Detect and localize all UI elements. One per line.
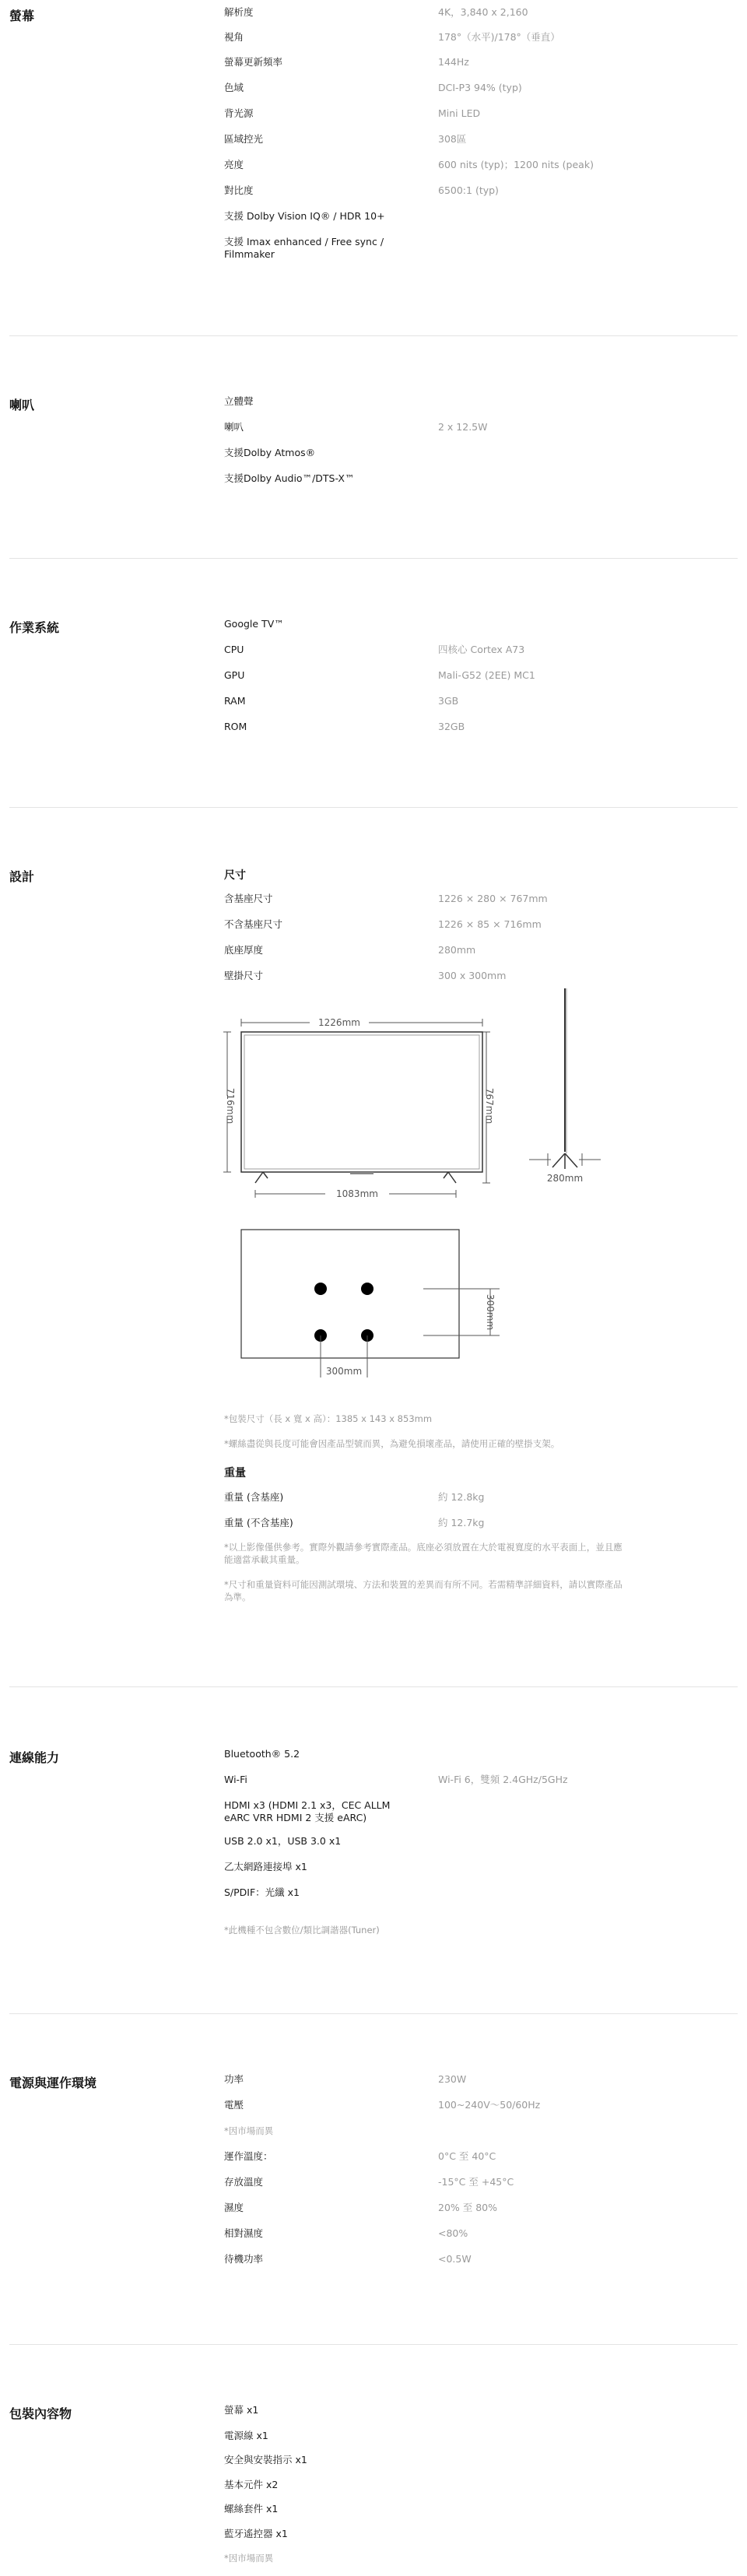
spec-value: 3GB <box>438 695 459 707</box>
spec-key: HDMI x3 (HDMI 2.1 x3，CEC ALLM eARC VRR HDMI 2 支援 eARC) <box>224 1799 391 1823</box>
tv-rear-vesa-diagram <box>218 1222 529 1401</box>
section-title: 包裝內容物 <box>9 2406 72 2421</box>
spec-key: 背光源 <box>224 107 254 119</box>
vesa-h-label: 300mm <box>325 1366 363 1377</box>
spec-key: USB 2.0 x1，USB 3.0 x1 <box>224 1835 342 1847</box>
spec-key: Wi-Fi <box>224 1774 247 1785</box>
spec-value: 1226 × 280 × 767mm <box>438 893 548 904</box>
section-connectivity <box>0 1743 747 2016</box>
spec-value: 6500:1 (typ) <box>438 184 499 196</box>
section-power <box>0 2070 747 2346</box>
stand-span-label: 1083mm <box>336 1188 378 1199</box>
spec-value: 20% 至 80% <box>438 2202 498 2213</box>
spec-value: <80% <box>438 2227 468 2239</box>
spec-value: DCI-P3 94% (typ) <box>438 82 522 93</box>
spec-key: S/PDIF：光纖 x1 <box>224 1886 300 1898</box>
spec-key: 喇叭 <box>224 421 244 433</box>
tuner-note: *此機種不包含數位/類比調諧器(Tuner) <box>224 1925 380 1936</box>
spec-key: 色域 <box>224 82 244 93</box>
section-divider <box>9 807 738 808</box>
spec-value: Mini LED <box>438 107 481 119</box>
depth-label: 280mm <box>546 1173 584 1184</box>
spec-value: 144Hz <box>438 56 469 68</box>
package-item: 螢幕 x1 <box>224 2404 259 2416</box>
package-size-note: *包裝尺寸（長 x 寬 x 高）：1385 x 143 x 853mm <box>224 1413 433 1424</box>
spec-value: 1226 × 85 × 716mm <box>438 918 542 930</box>
spec-value: Mali-G52 (2EE) MC1 <box>438 669 535 681</box>
spec-key: 濕度 <box>224 2202 244 2213</box>
screw-note: *螺絲盡從與長度可能會因產品型號而異，為避免損壞產品，請使用正確的壁掛支架。 <box>224 1438 560 1449</box>
spec-key: 支援 Dolby Vision IQ® / HDR 10+ <box>224 210 385 222</box>
spec-key: 支援Dolby Audio™/DTS-X™ <box>224 472 355 484</box>
spec-key: 相對濕度 <box>224 2227 264 2239</box>
spec-key: 含基座尺寸 <box>224 893 273 904</box>
width-label: 1226mm <box>318 1017 360 1028</box>
spec-value: <0.5W <box>438 2253 472 2265</box>
spec-key: 待機功率 <box>224 2253 264 2265</box>
section-title: 連線能力 <box>9 1750 60 1765</box>
spec-key: 對比度 <box>224 184 254 196</box>
spec-key: ROM <box>224 721 247 732</box>
section-title: 螢幕 <box>9 9 35 23</box>
package-item: 安全與安裝指示 x1 <box>224 2454 307 2465</box>
section-divider <box>9 335 738 336</box>
spec-value: 300 x 300mm <box>438 970 507 981</box>
weight-heading: 重量 <box>224 1467 246 1479</box>
spec-key: RAM <box>224 695 246 707</box>
spec-key: 壁掛尺寸 <box>224 970 264 981</box>
spec-key: Bluetooth® 5.2 <box>224 1748 300 1760</box>
spec-key: 重量 (含基座) <box>224 1491 284 1503</box>
spec-key: 支援 Imax enhanced / Free sync / Filmmaker <box>224 236 384 260</box>
section-design <box>0 864 747 1689</box>
spec-value: 0°C 至 40°C <box>438 2150 496 2162</box>
section-speaker <box>0 389 747 560</box>
spec-key: 立體聲 <box>224 395 254 407</box>
spec-key: 亮度 <box>224 159 244 170</box>
spec-key: GPU <box>224 669 245 681</box>
spec-key: 運作溫度： <box>224 2150 273 2162</box>
spec-key: 重量 (不含基座) <box>224 1517 293 1528</box>
spec-value: 308區 <box>438 133 467 145</box>
spec-value: Wi-Fi 6，雙頻 2.4GHz/5GHz <box>438 1774 568 1785</box>
spec-key: Google TV™ <box>224 618 284 630</box>
spec-key: 不含基座尺寸 <box>224 918 283 930</box>
spec-key: 電壓 <box>224 2099 244 2111</box>
section-package <box>0 2401 747 2576</box>
height-label: 716mm <box>225 1087 236 1125</box>
section-title: 電源與運作環境 <box>9 2076 97 2090</box>
spec-value: 600 nits (typ)；1200 nits (peak) <box>438 159 594 170</box>
spec-value: 4K，3,840 x 2,160 <box>438 6 528 18</box>
section-divider <box>9 2013 738 2014</box>
spec-value: 2 x 12.5W <box>438 421 488 433</box>
spec-value: 280mm <box>438 944 476 956</box>
spec-key: 支援Dolby Atmos® <box>224 447 316 458</box>
spec-value: 四核心 Cortex A73 <box>438 644 525 655</box>
spec-key: CPU <box>224 644 244 655</box>
spec-key: 螢幕更新頻率 <box>224 56 283 68</box>
spec-value: -15°C 至 +45°C <box>438 2176 514 2188</box>
tv-side-diagram <box>521 981 607 1206</box>
market-note: *因市場而異 <box>224 2125 274 2136</box>
spec-value: 178°（水平)/178°（垂直） <box>438 31 560 43</box>
spec-key: 乙太網路連接埠 x1 <box>224 1861 307 1872</box>
section-title: 喇叭 <box>9 398 35 412</box>
section-title: 設計 <box>9 869 35 884</box>
tv-front-diagram <box>218 1012 506 1206</box>
total-height-label: 767mm <box>484 1087 495 1125</box>
section-display <box>0 0 747 327</box>
package-item: 藍牙遙控器 x1 <box>224 2528 288 2539</box>
section-divider <box>9 1686 738 1687</box>
size-heading: 尺寸 <box>224 869 246 882</box>
spec-key: 存放溫度 <box>224 2176 264 2188</box>
spec-value: 32GB <box>438 721 465 732</box>
market-note: *因市場而異 <box>224 2553 274 2564</box>
spec-key: 解析度 <box>224 6 254 18</box>
spec-value: 約 12.7kg <box>438 1517 485 1528</box>
package-item: 基本元件 x2 <box>224 2479 279 2490</box>
spec-key: 功率 <box>224 2073 244 2085</box>
spec-key: 底座厚度 <box>224 944 264 956</box>
section-os <box>0 615 747 809</box>
package-item: 螺絲套件 x1 <box>224 2503 279 2515</box>
image-note: *以上影像僅供參考。實際外觀請參考實際產品。底座必須放置在大於電視寬度的水平表面上，並且應能適當承載其重量。 <box>224 1542 622 1565</box>
section-divider <box>9 2344 738 2345</box>
section-divider <box>9 558 738 559</box>
section-title: 作業系統 <box>9 620 60 635</box>
spec-value: 230W <box>438 2073 467 2085</box>
package-item: 電源線 x1 <box>224 2430 268 2441</box>
spec-value: 100~240V～50/60Hz <box>438 2099 541 2111</box>
spec-key: 視角 <box>224 31 244 43</box>
spec-key: 區域控光 <box>224 133 264 145</box>
vesa-v-label: 300mm <box>485 1293 496 1331</box>
dimension-note: *尺寸和重量資料可能因測試環境、方法和裝置的差異而有所不同。若需精準詳細資料，請以實際產品為準。 <box>224 1579 622 1602</box>
spec-value: 約 12.8kg <box>438 1491 485 1503</box>
